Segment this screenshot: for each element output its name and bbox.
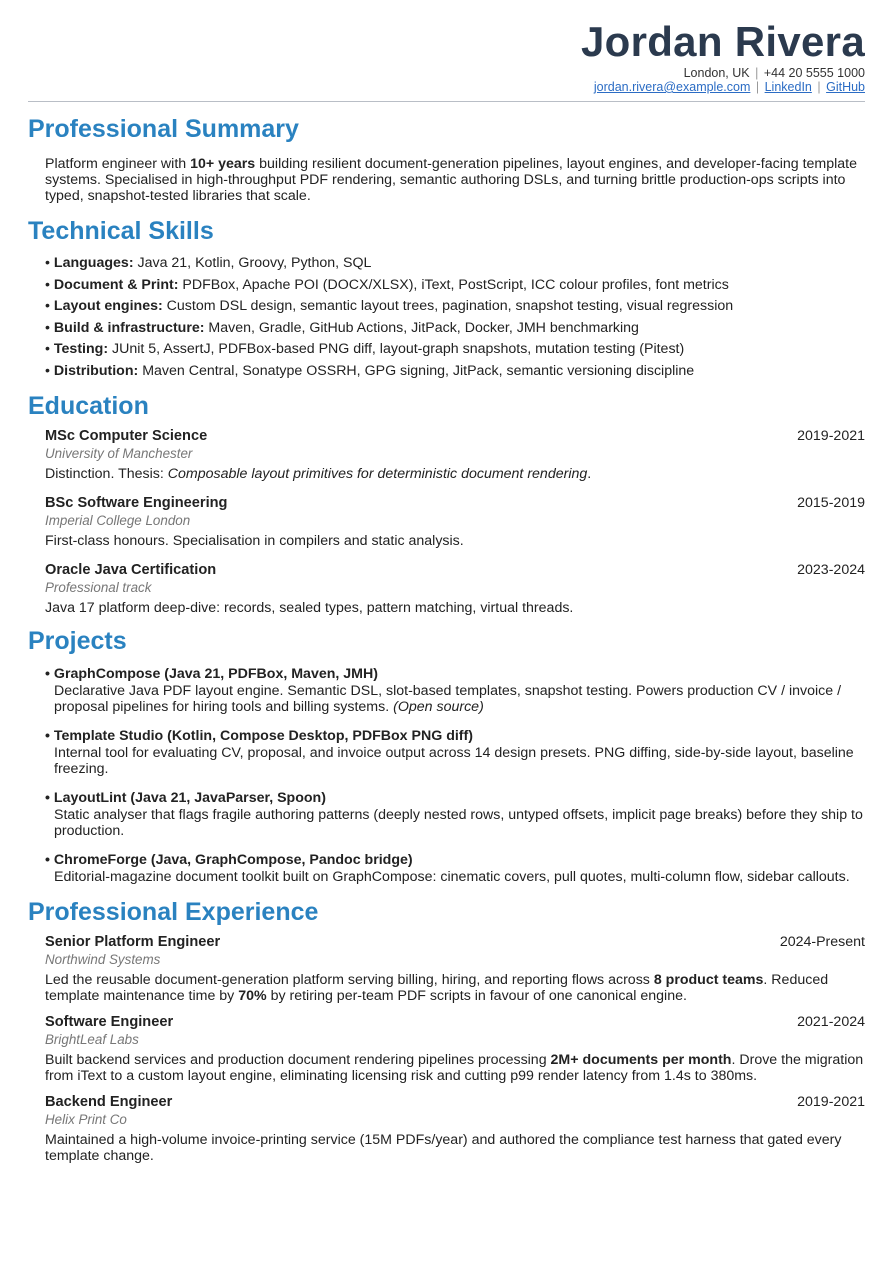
project-name: Template Studio (Kotlin, Compose Desktop, PDFBox PNG diff) <box>53 728 473 744</box>
skill-text: JUnit 5, AssertJ, PDFBox-based PNG diff, layout-graph snapshots, mutation testing (Pitest) <box>108 341 685 357</box>
project-item <box>28 727 865 777</box>
bullet: • <box>45 341 50 357</box>
skill-label: Layout engines: <box>53 298 163 314</box>
desc-highlight: 8 product teams <box>653 972 764 988</box>
entry-header <box>45 1093 865 1111</box>
entry-header <box>45 427 865 445</box>
skill-item <box>45 296 865 318</box>
separator: | <box>755 80 760 94</box>
education-heading: Education <box>28 392 149 420</box>
contact-line-1 <box>28 66 865 80</box>
education-entry <box>28 561 865 616</box>
project-title <box>45 727 865 745</box>
project-description: Editorial-magazine document toolkit built on GraphCompose: cinematic covers, pull quotes, multi-column flow, sidebar callouts. <box>54 869 850 885</box>
entry-dates: 2021-2024 <box>797 1014 865 1030</box>
header-divider <box>28 101 865 102</box>
entry-dates: 2024-Present <box>779 934 865 950</box>
company-name: Northwind Systems <box>45 952 161 967</box>
entry-dates: 2019-2021 <box>797 1094 865 1110</box>
job-description <box>45 972 865 1004</box>
skill-label: Testing: <box>53 341 109 357</box>
skill-label: Languages: <box>53 255 134 271</box>
project-item <box>28 789 865 839</box>
skills-heading: Technical Skills <box>28 217 214 245</box>
school-name: Imperial College London <box>45 513 191 528</box>
education-entry <box>28 427 865 482</box>
bullet: • <box>45 298 50 314</box>
desc-text: Distinction. Thesis: <box>45 466 168 482</box>
experience-entry <box>28 1093 865 1164</box>
project-name: GraphCompose (Java 21, PDFBox, Maven, JMH) <box>53 666 378 682</box>
skill-text: Java 21, Kotlin, Groovy, Python, SQL <box>133 255 372 271</box>
project-title <box>45 665 865 683</box>
entry-header <box>45 494 865 512</box>
school-name: Professional track <box>45 580 152 595</box>
entry-header <box>45 933 865 951</box>
project-name: LayoutLint (Java 21, JavaParser, Spoon) <box>53 790 326 806</box>
project-item <box>28 851 865 885</box>
project-description <box>45 683 865 715</box>
desc-text: Led the reusable document-generation platform serving billing, hiring, and reporting flows across <box>45 972 654 988</box>
skill-label: Document & Print: <box>53 276 179 293</box>
degree-title: Oracle Java Certification <box>45 562 217 578</box>
company-name: Helix Print Co <box>45 1112 127 1127</box>
bullet: • <box>45 276 50 293</box>
projects-heading: Projects <box>28 627 127 655</box>
skill-text: Maven, Gradle, GitHub Actions, JitPack, Docker, JMH benchmarking <box>204 319 639 336</box>
skills-list <box>28 253 865 382</box>
skill-label: Distribution: <box>53 362 139 379</box>
thesis-title: Composable layout primitives for deterministic document rendering <box>167 466 588 482</box>
summary-text: Platform engineer with <box>45 156 191 172</box>
email-link[interactable]: jordan.rivera@example.com <box>593 80 751 94</box>
summary-paragraph <box>28 156 865 204</box>
experience-entry <box>28 1013 865 1084</box>
entry-header <box>45 561 865 579</box>
skill-item <box>45 275 865 297</box>
location: London, UK <box>683 66 750 80</box>
job-role: Software Engineer <box>45 1014 174 1030</box>
project-title <box>45 851 865 869</box>
entry-description: Java 17 platform deep-dive: records, sealed types, pattern matching, virtual threads. <box>45 600 574 616</box>
resume-header <box>28 0 865 94</box>
project-description: Static analyser that flags fragile authoring patterns (deeply nested rows, untyped offsets, implicit page breaks) before they ship to production. <box>54 807 863 839</box>
github-link[interactable]: GitHub <box>826 80 865 94</box>
job-role: Senior Platform Engineer <box>45 934 221 950</box>
desc-text: Built backend services and production document rendering pipelines processing <box>45 1052 551 1068</box>
desc-text: . Drove the migration from iText to a custom layout engine, eliminating licensing risk and cutting p99 render latency from 1.4s to 380ms. <box>45 1052 864 1084</box>
summary-heading: Professional Summary <box>28 115 299 143</box>
bullet: • <box>45 790 50 806</box>
degree-title: MSc Computer Science <box>45 428 208 444</box>
skill-label: Build & infrastructure: <box>53 319 205 336</box>
entry-header <box>45 1013 865 1031</box>
degree-title: BSc Software Engineering <box>45 495 228 511</box>
skill-text: Custom DSL design, semantic layout trees, pagination, snapshot testing, visual regression <box>162 298 734 314</box>
entry-dates: 2019-2021 <box>797 428 865 444</box>
phone: +44 20 5555 1000 <box>763 66 865 80</box>
projects-list <box>28 665 865 885</box>
desc-text: by retiring per-team PDF scripts in favour of one canonical engine. <box>266 988 687 1004</box>
project-item <box>28 665 865 715</box>
school-name: University of Manchester <box>45 446 193 461</box>
contact-line-2 <box>28 80 865 94</box>
skill-item <box>45 253 865 275</box>
bullet: • <box>45 255 50 271</box>
entry-dates: 2015-2019 <box>797 495 865 511</box>
project-desc-text: Declarative Java PDF layout engine. Semantic DSL, slot-based templates, snapshot testing. Powers production CV / invoice / proposal pipelines for hiring tools and billing systems. <box>54 683 842 715</box>
bullet: • <box>45 852 50 868</box>
entry-dates: 2023-2024 <box>797 562 865 578</box>
desc-text: . <box>587 466 592 482</box>
desc-highlight: 2M+ documents per month <box>550 1052 732 1068</box>
skill-text: PDFBox, Apache POI (DOCX/XLSX), iText, PostScript, ICC colour profiles, font metrics <box>178 276 729 293</box>
bullet: • <box>45 319 50 336</box>
project-title <box>45 789 865 807</box>
project-name: ChromeForge (Java, GraphCompose, Pandoc bridge) <box>53 852 413 868</box>
separator: | <box>755 66 759 80</box>
education-entry <box>28 494 865 549</box>
company-name: BrightLeaf Labs <box>45 1032 139 1047</box>
summary-text: building resilient document-generation pipelines, layout engines, and developer-facing template systems. Specialised in high-throughput PDF rendering, semantic authoring DSLs, and turning brittle production-ops scripts into typed, snapshot-tested libraries that scale. <box>45 156 857 204</box>
candidate-name: Jordan Rivera <box>580 18 865 65</box>
summary-highlight: 10+ years <box>190 156 256 172</box>
experience-heading: Professional Experience <box>28 898 319 926</box>
project-description: Internal tool for evaluating CV, proposal, and invoice output across 14 design presets. PNG diffing, side-by-side layout, baseline freezing. <box>54 745 854 777</box>
entry-description <box>45 466 865 482</box>
linkedin-link[interactable]: LinkedIn <box>764 80 812 94</box>
separator: | <box>817 80 821 94</box>
desc-highlight: 70% <box>238 988 267 1004</box>
job-description <box>45 1052 865 1084</box>
desc-text: . Reduced template maintenance time by <box>45 972 829 1004</box>
skill-item <box>45 339 865 361</box>
skill-item <box>45 361 865 383</box>
skill-item <box>45 318 865 340</box>
skill-text: Maven Central, Sonatype OSSRH, GPG signing, JitPack, semantic versioning discipline <box>138 362 695 379</box>
bullet: • <box>45 362 50 379</box>
experience-entry <box>28 933 865 1004</box>
bullet: • <box>45 728 50 744</box>
job-description: Maintained a high-volume invoice-printing service (15M PDFs/year) and authored the compliance test harness that gated every template change. <box>45 1132 842 1164</box>
bullet: • <box>45 666 50 682</box>
job-role: Backend Engineer <box>45 1094 173 1110</box>
project-note: (Open source) <box>393 699 484 715</box>
entry-description: First-class honours. Specialisation in compilers and static analysis. <box>45 533 464 549</box>
